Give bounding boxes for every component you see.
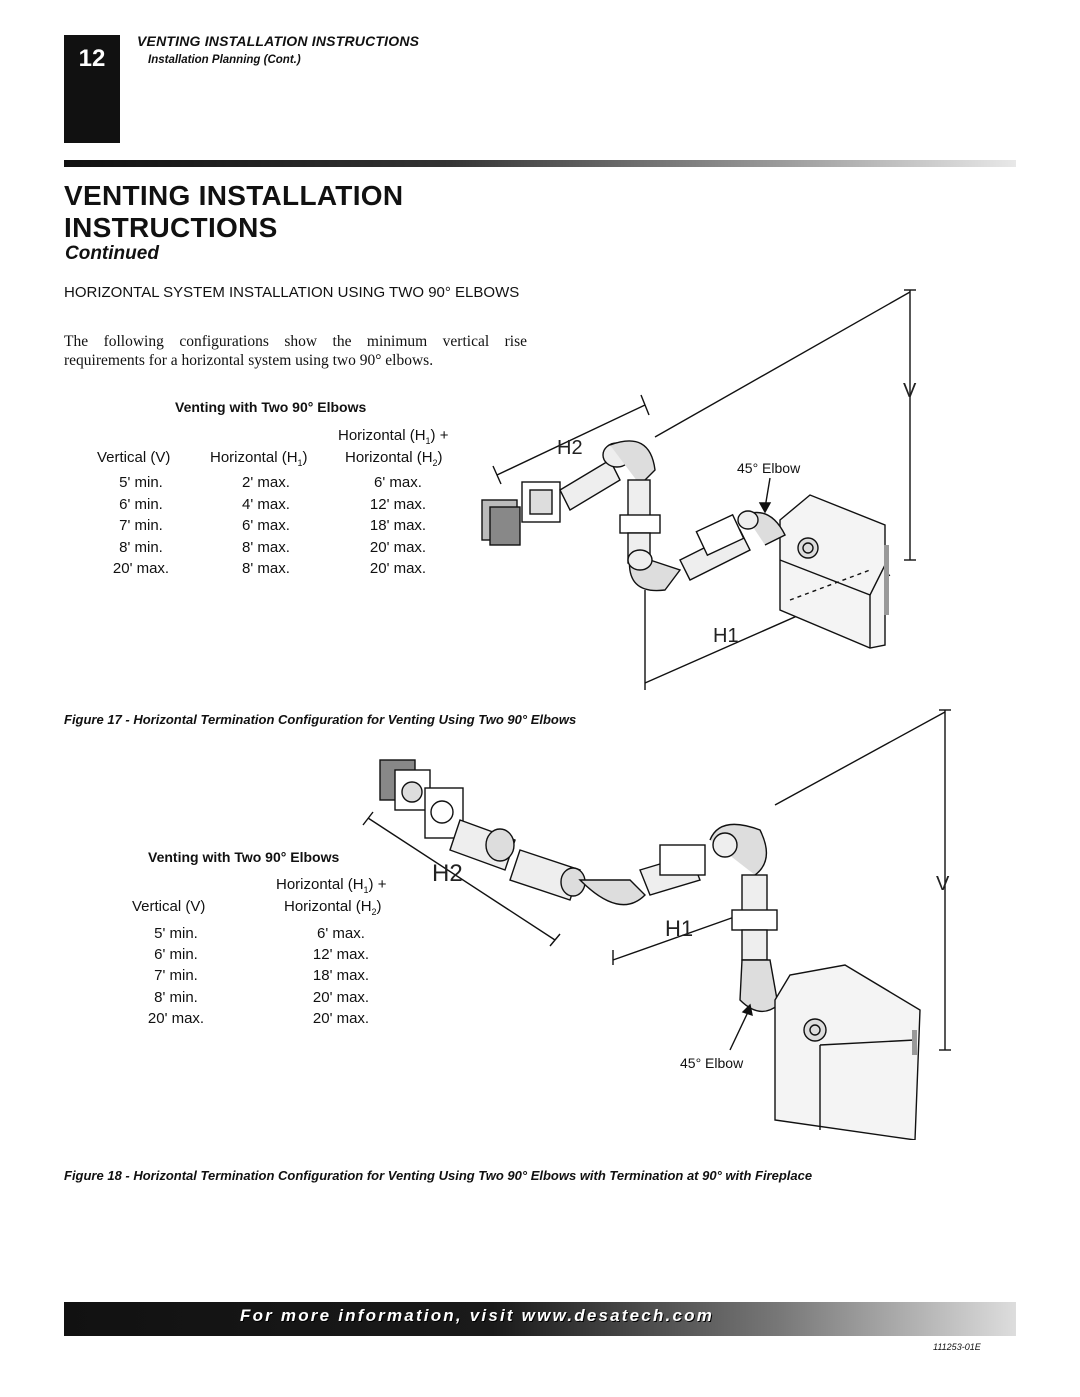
table2-title: Venting with Two 90° Elbows bbox=[148, 849, 340, 865]
figure18-label-v: V bbox=[936, 873, 950, 895]
figure18-caption: Figure 18 - Horizontal Termination Configuration for Venting Using Two 90° Elbows with Termination at 90° with Fireplace bbox=[64, 1168, 813, 1183]
table1-title: Venting with Two 90° Elbows bbox=[175, 399, 367, 415]
running-header-subtitle: Installation Planning (Cont.) bbox=[148, 54, 301, 66]
table2-cell: 5' min. bbox=[154, 925, 198, 942]
table1-cell: 2' max. bbox=[242, 474, 290, 491]
table1-cell: 4' max. bbox=[242, 496, 290, 513]
figure18-label-h1: H1 bbox=[665, 916, 694, 941]
subheading: HORIZONTAL SYSTEM INSTALLATION USING TWO 90° ELBOWS bbox=[64, 284, 520, 301]
table2-cell: 12' max. bbox=[312, 946, 370, 963]
footer-website-link[interactable]: For more information, visit www.desatech.com bbox=[240, 1306, 715, 1325]
table2-cell: 7' min. bbox=[154, 967, 198, 984]
section-continued: Continued bbox=[65, 243, 159, 264]
intro-paragraph: The following configurations show the minimum vertical rise requirements for a horizontal system using two 90° elbows. bbox=[64, 333, 527, 369]
table2-cell: 20' max. bbox=[312, 989, 370, 1006]
table1-cell: 5' min. bbox=[119, 474, 163, 491]
table2-header-vertical: Vertical (V) bbox=[132, 898, 206, 915]
table2-cell: 18' max. bbox=[312, 967, 370, 984]
figure17-elbow-label: 45° Elbow bbox=[737, 460, 801, 476]
table1-cell: 8' max. bbox=[242, 560, 290, 577]
table1-cell: 6' max. bbox=[374, 474, 422, 491]
header-rule bbox=[64, 160, 1016, 167]
table1-cell: 7' min. bbox=[119, 517, 163, 534]
table2-header-h-top: Horizontal $(H_1)$ + bbox=[276, 876, 387, 895]
figure17-label-v: V bbox=[903, 380, 917, 402]
table1-cell: 20' max. bbox=[369, 560, 427, 577]
table1-header-vertical: Vertical (V) bbox=[97, 449, 171, 466]
running-header-title: VENTING INSTALLATION INSTRUCTIONS bbox=[137, 33, 420, 49]
document-code: 111253-01E bbox=[933, 1342, 981, 1352]
figure17-label-h1: H1 bbox=[713, 625, 739, 647]
table1-cell: 6' min. bbox=[119, 496, 163, 513]
table2-cell: 20' max. bbox=[147, 1010, 205, 1027]
table2-header-h-bottom: Horizontal $(H_2)$ bbox=[284, 898, 382, 917]
table1-cell: 8' min. bbox=[119, 539, 163, 556]
figure18-elbow-label: 45° Elbow bbox=[680, 1055, 744, 1071]
table2-cell: 8' min. bbox=[154, 989, 198, 1006]
table1-cell: 20' max. bbox=[369, 539, 427, 556]
table1-cell: 12' max. bbox=[369, 496, 427, 513]
table2-cell: 6' min. bbox=[154, 946, 198, 963]
table1-cell: 8' max. bbox=[242, 539, 290, 556]
figure18-label-h2: H2 bbox=[432, 860, 463, 887]
table2-cell: 6' max. bbox=[317, 925, 365, 942]
figure17-diagram bbox=[470, 280, 1030, 700]
table1-cell: 6' max. bbox=[242, 517, 290, 534]
table1-header-h12-bottom: Horizontal $(H_2)$ bbox=[345, 449, 443, 468]
section-title: VENTING INSTALLATION INSTRUCTIONS bbox=[64, 180, 404, 243]
table2-cell: 20' max. bbox=[312, 1010, 370, 1027]
table1-header-h1: Horizontal $(H_1)$ bbox=[210, 449, 308, 468]
table1-cell: 18' max. bbox=[369, 517, 427, 534]
page-number: 12 bbox=[78, 45, 106, 72]
table1-cell: 20' max. bbox=[112, 560, 170, 577]
table1-header-h12-top: Horizontal $(H_1)$ + bbox=[338, 427, 449, 446]
figure17-caption: Figure 17 - Horizontal Termination Configuration for Venting Using Two 90° Elbows bbox=[64, 712, 577, 727]
figure17-label-h2: H2 bbox=[557, 437, 583, 459]
